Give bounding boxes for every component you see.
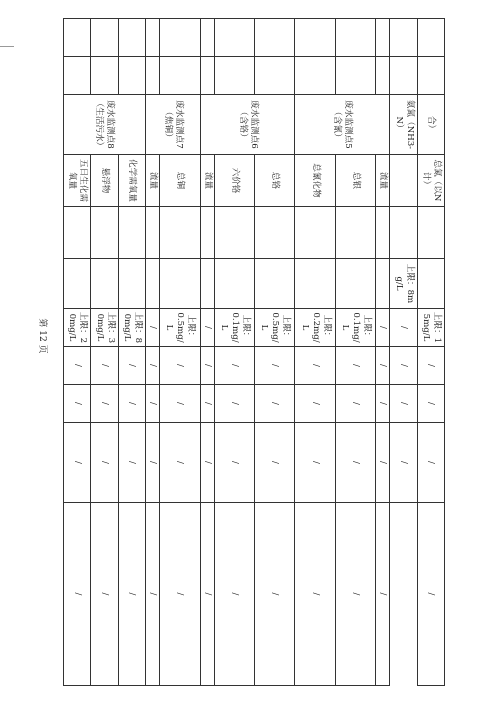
empty-cell (64, 19, 91, 57)
value-cell (160, 207, 200, 259)
value-cell: / (160, 385, 200, 423)
empty-cell (214, 57, 254, 95)
limit-value-cell: / (145, 309, 159, 347)
value-cell (335, 207, 375, 259)
value-cell (376, 259, 390, 309)
value-cell: / (214, 347, 254, 385)
value-cell: / (64, 423, 91, 503)
page-number: 第 12 页 (37, 318, 47, 354)
value-cell (417, 207, 444, 259)
value-cell (200, 207, 214, 259)
value-cell (160, 259, 200, 309)
empty-cell (390, 19, 417, 57)
value-cell: / (376, 503, 390, 686)
limit-value-cell: 上限：20mg/L (64, 309, 91, 347)
value-cell: / (200, 347, 214, 385)
empty-cell (118, 57, 145, 95)
value-cell: / (295, 423, 335, 503)
value-cell (255, 207, 295, 259)
empty-cell (376, 57, 390, 95)
value-cell: / (295, 347, 335, 385)
empty-cell (145, 57, 159, 95)
empty-cell (214, 19, 254, 57)
value-cell (64, 259, 91, 309)
empty-cell (200, 57, 214, 95)
value-cell: / (160, 423, 200, 503)
value-cell: / (91, 347, 118, 385)
limit-value-cell: 上限：30mg/L (91, 309, 118, 347)
value-cell (376, 207, 390, 259)
pollutant-cell: 化学需氧量 (118, 155, 145, 207)
pollutant-cell: 流量 (200, 155, 214, 207)
empty-cell (160, 57, 200, 95)
value-cell: / (145, 423, 159, 503)
value-cell: / (417, 347, 444, 385)
value-cell: / (335, 503, 375, 686)
table-body (64, 19, 445, 686)
value-cell: / (145, 503, 159, 686)
value-cell: / (214, 385, 254, 423)
value-cell (145, 259, 159, 309)
empty-cell (417, 19, 444, 57)
monitoring-table-frame (63, 18, 445, 685)
table-row (417, 19, 444, 686)
value-cell: / (390, 423, 417, 503)
value-cell: / (295, 503, 335, 686)
value-cell (214, 207, 254, 259)
pollutant-cell: 总氰化物 (295, 155, 335, 207)
value-cell (295, 207, 335, 259)
value-cell: / (91, 503, 118, 686)
value-cell: / (390, 385, 417, 423)
value-cell: / (335, 385, 375, 423)
empty-cell (335, 57, 375, 95)
value-cell: / (145, 347, 159, 385)
value-cell: / (118, 503, 145, 686)
pollutant-cell: 总铬 (255, 155, 295, 207)
empty-cell (376, 19, 390, 57)
empty-cell (335, 19, 375, 57)
value-cell (417, 259, 444, 309)
value-cell: / (160, 347, 200, 385)
value-cell: / (200, 503, 214, 686)
value-cell: / (390, 309, 417, 347)
value-cell (91, 259, 118, 309)
wastewater-monitoring-table (63, 18, 445, 686)
value-cell: / (64, 503, 91, 686)
value-cell: / (417, 385, 444, 423)
value-cell: / (91, 423, 118, 503)
empty-cell (295, 57, 335, 95)
value-cell (145, 207, 159, 259)
value-cell: / (255, 503, 295, 686)
pollutant-cell: 流量 (145, 155, 159, 207)
value-cell (118, 259, 145, 309)
value-cell: / (200, 423, 214, 503)
value-cell (91, 207, 118, 259)
value-cell (390, 155, 417, 207)
value-cell: / (335, 423, 375, 503)
empty-cell (200, 19, 214, 57)
limit-value-cell: / (200, 309, 214, 347)
value-cell (255, 259, 295, 309)
empty-cell (118, 19, 145, 57)
empty-cell (64, 57, 91, 95)
empty-cell (160, 19, 200, 57)
empty-cell (91, 19, 118, 57)
value-cell: / (376, 347, 390, 385)
table-row (376, 19, 390, 686)
pollutant-cell: 六价铬 (214, 155, 254, 207)
value-cell: / (255, 347, 295, 385)
value-cell: / (160, 503, 200, 686)
value-cell: / (91, 385, 118, 423)
value-cell: / (118, 423, 145, 503)
value-cell (295, 259, 335, 309)
pollutant-cell: 悬浮物 (91, 155, 118, 207)
empty-cell (91, 57, 118, 95)
limit-value-cell: 上限：0.5mg/L (160, 309, 200, 347)
limit-value-cell: 上限：8mg/L (390, 259, 417, 309)
pollutant-cell: 总银 (335, 155, 375, 207)
limit-value-cell: 上限：0.5mg/L (255, 309, 295, 347)
pollutant-cell: 流量 (376, 155, 390, 207)
value-cell (118, 207, 145, 259)
value-cell: / (417, 503, 444, 686)
margin-tick-mark (0, 46, 14, 47)
value-cell: / (390, 347, 417, 385)
value-cell: / (255, 423, 295, 503)
monitoring-point-cell: 废水监测点7（焦铜） (145, 95, 200, 155)
value-cell (64, 207, 91, 259)
limit-value-cell: 上限：0.1mg/L (335, 309, 375, 347)
value-cell: / (118, 347, 145, 385)
value-cell: / (417, 423, 444, 503)
empty-cell (145, 19, 159, 57)
monitoring-point-cell: 废水监测点5（含氰） (295, 95, 390, 155)
value-cell: / (214, 423, 254, 503)
monitoring-point-cell: 废水监测点6（含铬） (200, 95, 295, 155)
monitoring-point-cell: 废水监测点8（生活污水） (64, 95, 146, 155)
pollutant-cell: 氨氮（NH3-N） (390, 95, 417, 155)
value-cell (214, 259, 254, 309)
table-row (390, 19, 417, 686)
limit-value-cell: 上限：0.2mg/L (295, 309, 335, 347)
limit-value-cell: / (376, 309, 390, 347)
value-cell (390, 207, 417, 259)
value-cell (335, 259, 375, 309)
value-cell: / (335, 347, 375, 385)
pollutant-cell: 总氮（以N计） (417, 155, 444, 207)
value-cell: / (118, 385, 145, 423)
value-cell: / (64, 385, 91, 423)
value-cell: / (64, 347, 91, 385)
pollutant-cell: 总铜 (160, 155, 200, 207)
empty-cell (417, 57, 444, 95)
limit-value-cell: 上限：80mg/L (118, 309, 145, 347)
empty-cell (390, 57, 417, 95)
value-cell (200, 259, 214, 309)
table-row (255, 19, 295, 686)
empty-cell (255, 19, 295, 57)
table-row (118, 19, 145, 686)
pollutant-cell: 五日生化需氧量 (64, 155, 91, 207)
value-cell: / (295, 385, 335, 423)
value-cell: / (255, 385, 295, 423)
monitoring-point-cell: 合） (417, 95, 444, 155)
value-cell: / (376, 385, 390, 423)
limit-value-cell: 上限：15mg/L (417, 309, 444, 347)
limit-value-cell: 上限：0.1mg/L (214, 309, 254, 347)
value-cell: / (214, 503, 254, 686)
empty-cell (255, 57, 295, 95)
value-cell: / (145, 385, 159, 423)
table-row (160, 19, 200, 686)
value-cell: / (200, 385, 214, 423)
value-cell: / (376, 423, 390, 503)
empty-cell (295, 19, 335, 57)
rotated-table-container (63, 18, 445, 685)
